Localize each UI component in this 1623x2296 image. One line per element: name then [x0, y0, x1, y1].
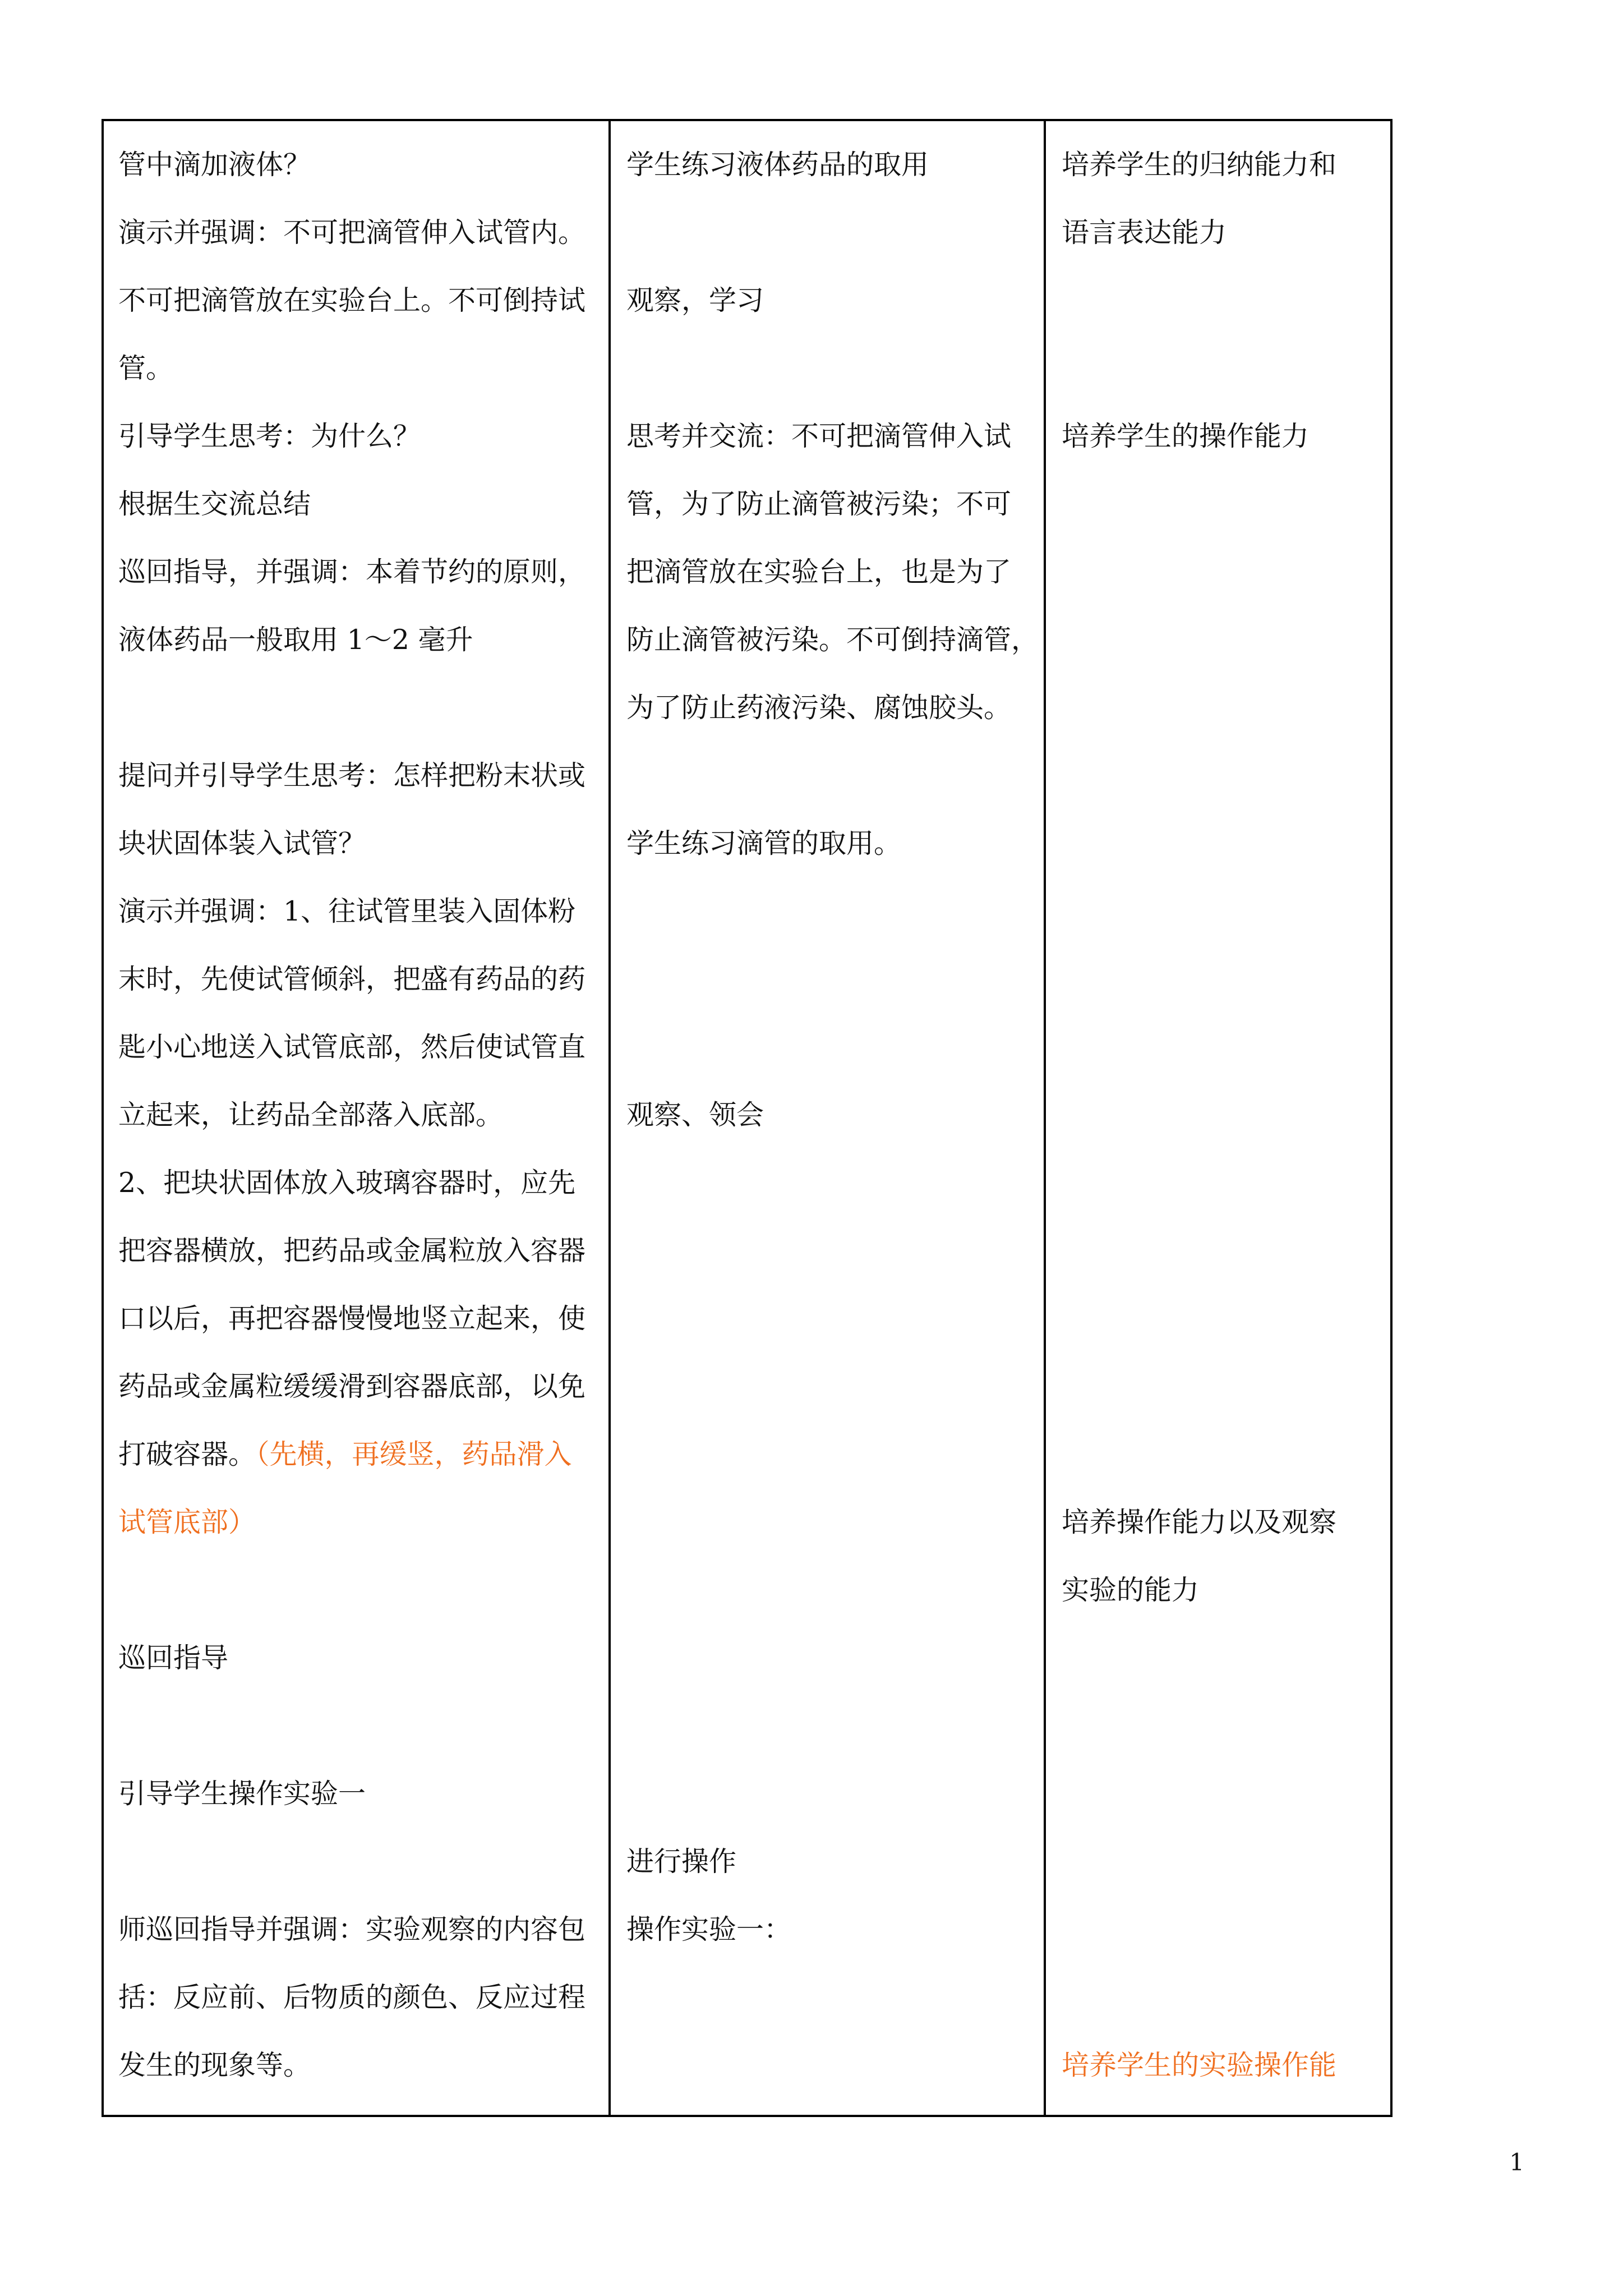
student-line: 操作实验一：	[626, 1913, 792, 1945]
intent-line-highlight: 培养学生的实验操作能	[1062, 2049, 1337, 2081]
intent-line: 培养操作能力以及观察	[1062, 1506, 1337, 1538]
student-line: 防止滴管被污染。不可倒持滴管，	[626, 624, 1039, 656]
highlight-note: 试管底部）	[118, 1506, 256, 1538]
intent-line: 实验的能力	[1062, 1574, 1200, 1606]
teacher-line: 根据生交流总结	[118, 488, 311, 520]
teacher-line: 提问并引导学生思考：怎样把粉末状或	[118, 760, 586, 792]
student-line: 为了防止药液污染、腐蚀胶头。	[626, 692, 1012, 724]
teacher-line: 师巡回指导并强调：实验观察的内容包	[118, 1913, 586, 1945]
intent-line: 培养学生的操作能力	[1062, 420, 1310, 452]
teacher-line: 药品或金属粒缓缓滑到容器底部，以免	[118, 1370, 586, 1402]
teacher-line: 不可把滴管放在实验台上。不可倒持试	[118, 284, 586, 316]
column-divider	[1044, 119, 1046, 2117]
page-number: 1	[1509, 2148, 1524, 2176]
teacher-line: 液体药品一般取用 1～2 毫升	[118, 624, 473, 656]
teacher-line: 括：反应前、后物质的颜色、反应过程	[118, 1981, 586, 2013]
student-line: 观察、领会	[626, 1099, 764, 1131]
column-divider	[608, 119, 611, 2117]
student-line: 思考并交流：不可把滴管伸入试	[626, 420, 1012, 452]
student-line: 观察，学习	[626, 284, 764, 316]
highlight-note: （先横，再缓竖，药品滑入	[256, 1438, 572, 1470]
student-line: 学生练习滴管的取用。	[626, 827, 902, 859]
teacher-line: 管。	[118, 352, 174, 384]
student-line: 管，为了防止滴管被污染；不可	[626, 488, 1012, 520]
intent-line: 语言表达能力	[1062, 217, 1227, 249]
teacher-line: 演示并强调：不可把滴管伸入试管内。	[118, 217, 586, 249]
teacher-line: 管中滴加液体？	[118, 149, 311, 181]
teacher-line: 巡回指导	[118, 1642, 229, 1674]
student-line: 学生练习液体药品的取用	[626, 149, 929, 181]
teacher-line: 口以后，再把容器慢慢地竖立起来，使	[118, 1303, 586, 1335]
teacher-line: 末时，先使试管倾斜，把盛有药品的药	[118, 963, 586, 995]
teacher-line: 立起来，让药品全部落入底部。	[118, 1099, 504, 1131]
teacher-line-text: 打破容器。	[118, 1438, 256, 1470]
teacher-line: 引导学生操作实验一	[118, 1778, 366, 1810]
student-line: 把滴管放在实验台上，也是为了	[626, 556, 1012, 588]
teacher-line: 巡回指导，并强调：本着节约的原则，	[118, 556, 586, 588]
teacher-line: 发生的现象等。	[118, 2049, 311, 2081]
teacher-line: 把容器横放，把药品或金属粒放入容器	[118, 1235, 586, 1267]
teacher-line: 块状固体装入试管？	[118, 827, 366, 859]
teacher-line: 2、把块状固体放入玻璃容器时，应先	[118, 1167, 576, 1199]
student-line: 进行操作	[626, 1846, 737, 1878]
teacher-line: 匙小心地送入试管底部，然后使试管直	[118, 1031, 586, 1063]
teacher-line: 引导学生思考：为什么？	[118, 420, 421, 452]
teacher-line	[118, 1438, 572, 1471]
intent-line: 培养学生的归纳能力和	[1062, 149, 1337, 181]
teacher-line: 演示并强调：1、往试管里装入固体粉	[118, 895, 576, 927]
